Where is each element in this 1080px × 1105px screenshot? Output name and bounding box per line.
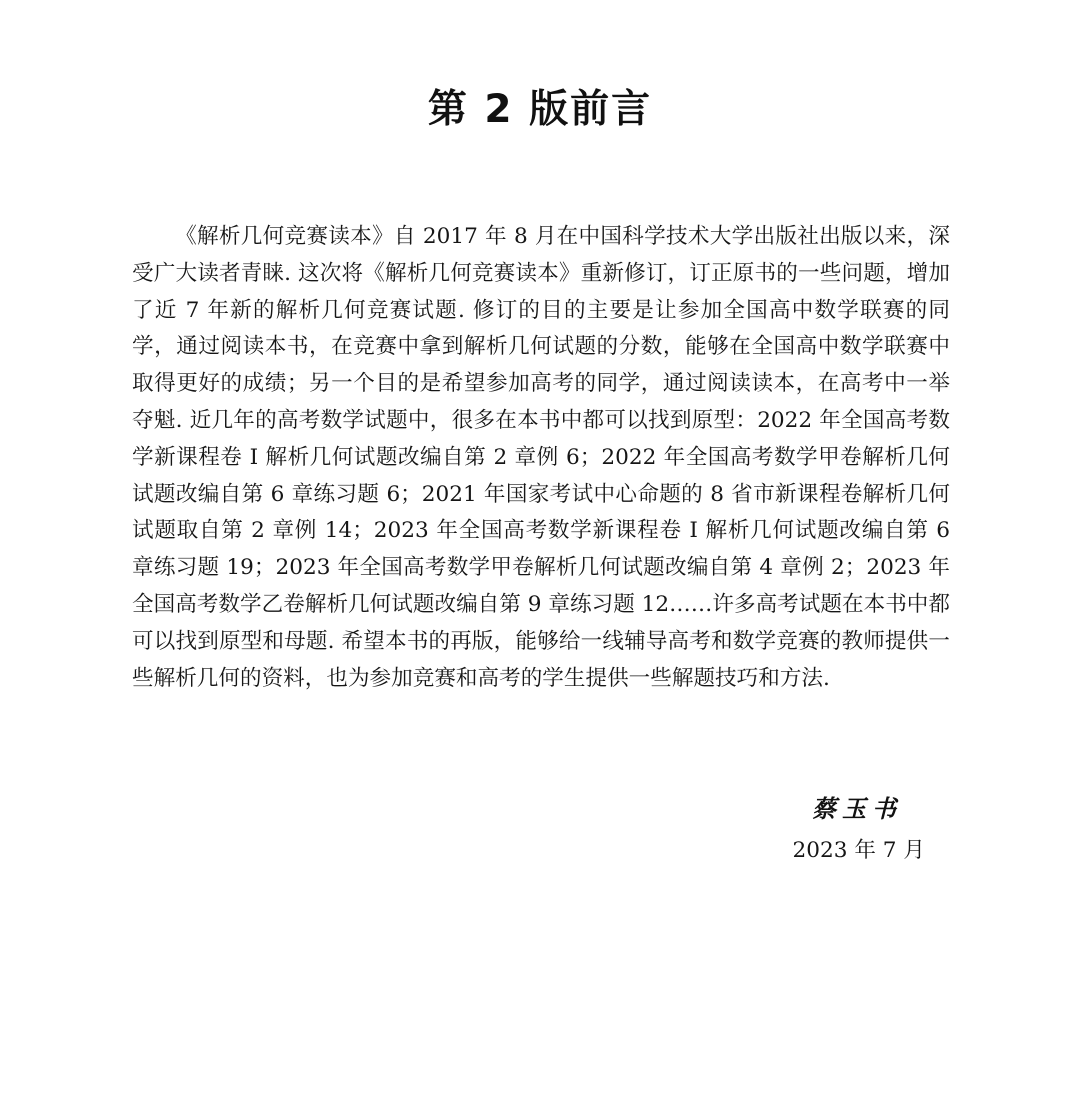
- preface-paragraph: 《解析几何竞赛读本》自 2017 年 8 月在中国科学技术大学出版社出版以来，深受广大读者青睐. 这次将《解析几何竞赛读本》重新修订，订正原书的一些问题，增加了近 7 年新的解析几何竞赛试题. 修订的目的主要是让参加全国高中数学联赛的同学，通过阅读本书，在竞赛中拿到解析几何试题的分数，能够在全国高中数学联赛中取得更好的成绩；另一个目的是希望参加高考的同学，通过阅读读本，在高考中一举夺魁. 近几年的高考数学试题中，很多在本书中都可以找到原型：2022 年全国高考数学新课程卷 I 解析几何试题改编自第 2 章例 6；2022 年全国高考数学甲卷解析几何试题改编自第 6 章练习题 6；2021 年国家考试中心命题的 8 省市新课程卷解析几何试题取自第 2 章例 14；2023 年全国高考数学新课程卷 I 解析几何试题改编自第 6 章练习题 19；2023 年全国高考数学甲卷解析几何试题改编自第 4 章例 2；2023 年全国高考数学乙卷解析几何试题改编自第 9 章练习题 12……许多高考试题在本书中都可以找到原型和母题. 希望本书的再版，能够给一线辅导高考和数学竞赛的教师提供一些解析几何的资料，也为参加竞赛和高考的学生提供一些解题技巧和方法.: [132, 224, 950, 691]
- page-title: 第 2 版前言: [427, 87, 653, 132]
- author-signature: 蔡玉书: [812, 794, 902, 823]
- date-line: 2023 年 7 月: [792, 838, 925, 863]
